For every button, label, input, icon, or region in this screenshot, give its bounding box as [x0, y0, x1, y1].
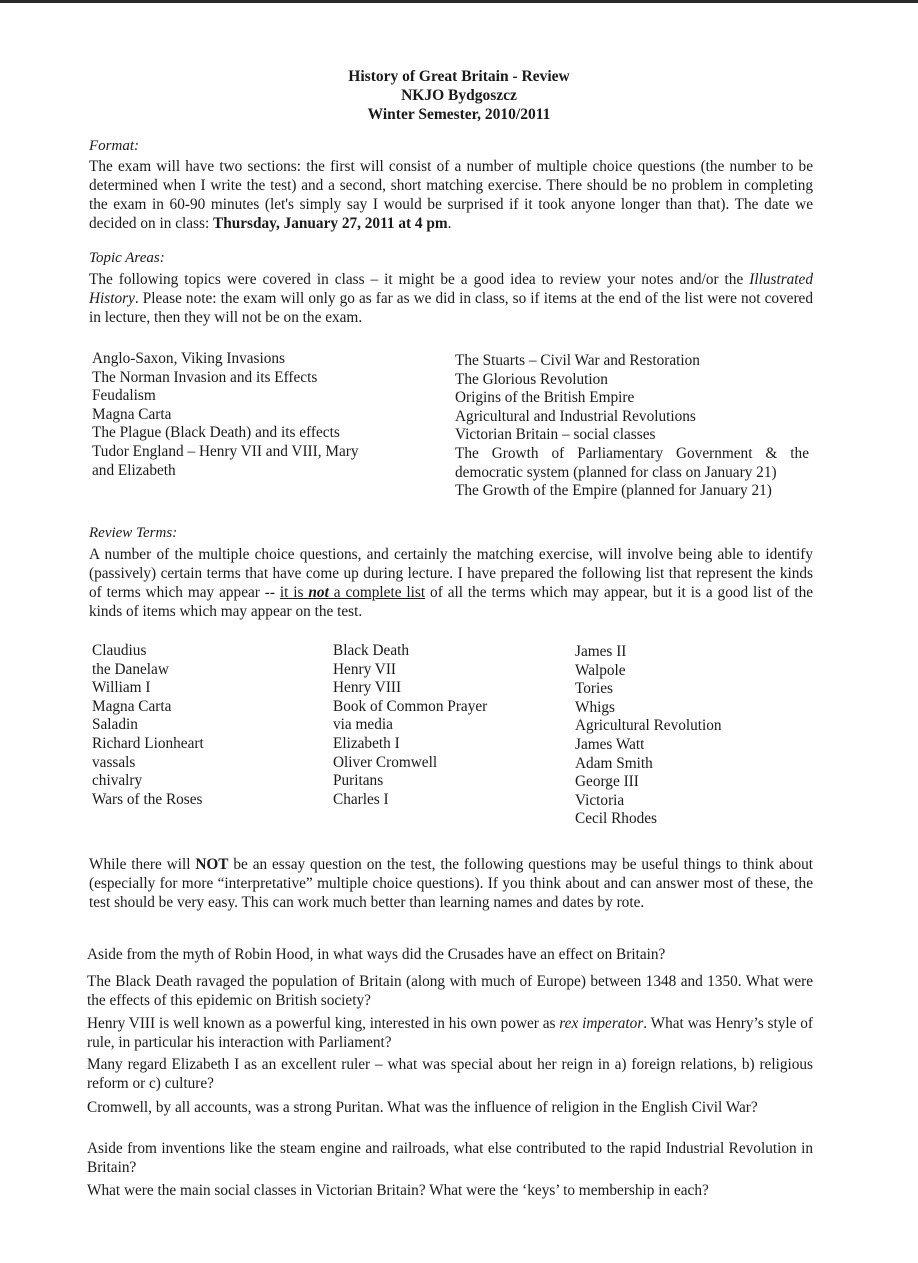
term-item: James Watt: [575, 735, 645, 753]
review-paragraph: [89, 545, 813, 621]
term-item: Saladin: [92, 716, 138, 734]
topics-text-b: . Please note: the exam will only go as far as we did in class, so if items at the end of the list were not covered in lecture, then they will not be on the exam.: [89, 290, 813, 326]
topic-item: The Growth of the Empire (planned for January 21): [455, 482, 772, 500]
question-2: The Black Death ravaged the population of Britain (along with much of Europe) between 1348 and 1350. What were the effects of this epidemic on British society?: [87, 973, 813, 1009]
term-item: Victoria: [575, 791, 625, 809]
review-text-b: of all the terms which may appear, but it is a good list of the kinds of items which may appear on the test.: [89, 584, 814, 620]
question-3-text: . What was Henry’s style of rule, in particular his interaction with Parliament?: [87, 1015, 814, 1051]
topics-heading: Topic Areas:: [89, 250, 165, 266]
term-item: chivalry: [92, 772, 143, 790]
format-text: The exam will have two sections: the first will consist of a number of multiple choice questions (the number to be determined when I write the test) and a second, short matching exercise. There should be no problem in completing the exam in 60-90 minutes (let's simply say I would be surprised if it took anyone longer than that). The date we decided on in class:: [89, 158, 813, 232]
question-7: What were the main social classes in Victorian Britain? What were the ‘keys’ to membership in each?: [87, 1182, 709, 1199]
format-end: .: [447, 215, 452, 232]
term-item: Adam Smith: [575, 754, 653, 772]
note-emphasis: not: [308, 584, 329, 601]
latin-term: rex imperator: [559, 1015, 644, 1032]
essay-text-a: While there will: [89, 856, 196, 873]
terms-column-3: [575, 643, 722, 829]
topic-item: Origins of the British Empire: [455, 389, 635, 407]
topic-item: The Growth of Parliamentary Government & the: [455, 444, 809, 462]
question-1: Aside from the myth of Robin Hood, in what ways did the Crusades have an effect on Britain?: [87, 946, 666, 963]
term-item: Henry VII: [333, 660, 397, 678]
school-name: NKJO Bydgoszcz: [401, 87, 517, 104]
term-item: Charles I: [333, 790, 389, 808]
essay-paragraph: [89, 855, 813, 912]
topic-item: Magna Carta: [92, 405, 172, 423]
term-item: the Danelaw: [92, 660, 169, 678]
topic-item: Victorian Britain – social classes: [455, 426, 656, 444]
terms-column-1: [92, 642, 204, 809]
review-heading: Review Terms:: [89, 525, 178, 541]
essay-not: NOT: [195, 856, 229, 873]
term-item: Cecil Rhodes: [575, 810, 657, 828]
topic-item: The Glorious Revolution: [455, 370, 608, 388]
topic-item: Feudalism: [92, 387, 156, 405]
topics-list-left: [92, 350, 359, 480]
topics-list-right: [455, 352, 809, 501]
topics-text-a: The following topics were covered in class – it might be a good idea to review your notes and/or the: [89, 271, 750, 288]
term-item: Book of Common Prayer: [333, 697, 488, 715]
book-title: Illustrated History: [89, 271, 813, 307]
term-item: Wars of the Roses: [92, 790, 203, 808]
term-item: James II: [575, 643, 627, 660]
document-title: History of Great Britain - Review: [348, 68, 570, 85]
terms-column-2: [333, 642, 487, 809]
term-item: Agricultural Revolution: [575, 717, 722, 735]
topic-item: Agricultural and Industrial Revolutions: [455, 407, 696, 425]
topic-item: Anglo-Saxon, Viking Invasions: [92, 350, 285, 367]
question-6: Aside from inventions like the steam engine and railroads, what else contributed to the rapid Industrial Revolution in Britain?: [87, 1140, 813, 1176]
essay-text-b: be an essay question on the test, the following questions may be useful things to think about (especially for more “interpretative” multiple choice questions). If you think about and can answer most of these, the test should be very easy. This can work much better than learning names and dates by rote.: [89, 856, 814, 911]
format-paragraph: [89, 157, 813, 233]
term-item: Tories: [575, 680, 614, 698]
question-3-text: Henry VIII is well known as a powerful king, interested in his own power as: [87, 1015, 560, 1032]
term-item: Walpole: [575, 661, 626, 679]
topic-item: Tudor England – Henry VII and VIII, Mary: [92, 442, 359, 460]
question-5: Cromwell, by all accounts, was a strong Puritan. What was the influence of religion in the English Civil War?: [87, 1099, 758, 1116]
topics-paragraph: [89, 270, 813, 327]
format-heading: Format:: [89, 138, 139, 154]
term-item: Black Death: [333, 642, 410, 659]
question-4: Many regard Elizabeth I as an excellent ruler – what was special about her reign in a) foreign relations, b) religious reform or c) culture?: [87, 1056, 813, 1092]
term-item: George III: [575, 773, 639, 791]
term-item: Claudius: [92, 642, 147, 659]
term-item: Richard Lionheart: [92, 734, 204, 752]
topic-item: democratic system (planned for class on January 21): [455, 463, 777, 481]
semester-line: Winter Semester, 2010/2011: [367, 106, 551, 123]
question-3: [87, 1015, 813, 1052]
term-item: Whigs: [575, 698, 615, 716]
term-item: via media: [333, 716, 393, 734]
topic-item: The Norman Invasion and its Effects: [92, 368, 318, 386]
topic-item: The Plague (Black Death) and its effects: [92, 424, 340, 442]
topic-item: The Stuarts – Civil War and Restoration: [455, 352, 700, 369]
term-item: Oliver Cromwell: [333, 753, 438, 771]
exam-date: Thursday, January 27, 2011 at 4 pm: [213, 215, 448, 232]
review-text-a: A number of the multiple choice questions, and certainly the matching exercise, will involve being able to identify (passively) certain terms that have come up during lecture. I have prepared the following list that represent the kinds of terms which may appear --: [89, 546, 813, 601]
term-item: Elizabeth I: [333, 734, 400, 752]
note-part: a complete list: [328, 584, 426, 601]
note-part: it is: [279, 584, 309, 601]
term-item: Henry VIII: [333, 679, 402, 697]
topic-item: and Elizabeth: [92, 461, 176, 479]
term-item: Magna Carta: [92, 697, 172, 715]
term-item: vassals: [92, 753, 136, 771]
term-item: Puritans: [333, 772, 384, 790]
term-item: William I: [92, 679, 151, 697]
not-complete-note: [280, 584, 425, 601]
